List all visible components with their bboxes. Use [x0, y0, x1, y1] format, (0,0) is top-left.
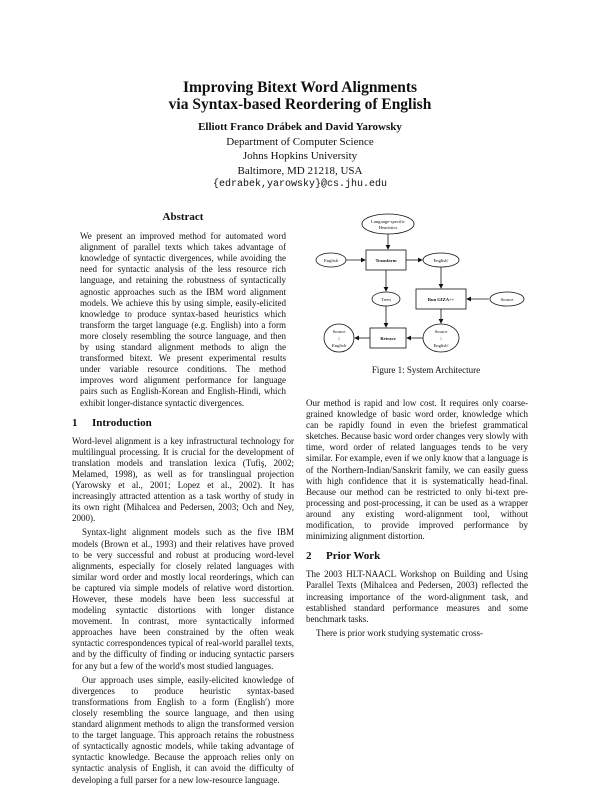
affiliation-address: Baltimore, MD 21218, USA	[237, 164, 363, 177]
abstract-heading: Abstract	[162, 211, 204, 223]
author-block	[0, 120, 600, 193]
title-line-2: via Syntax-based Reordering of English	[168, 96, 432, 113]
affiliation-university: Johns Hopkins University	[242, 150, 358, 162]
intro-paragraph-2: Syntax-light alignment models such as the five IBM models (Brown et al., 1993) and their relatives have proved to be very successful and robust at producing word-level alignments, especially for closely related languages with similar word order and mostly local reorderings, which can be captured via simple models of relative word distortion. However, these models have been less successful at modeling syntactic distortions with longer distance movement. In contrast, more syntactically informed approaches have been constrained by the often weak syntactic correspondences typical of real-world parallel texts, and by the difficulty of finding or inducing syntactic parsers for any but a few of the world's most studied languages.	[72, 527, 294, 671]
section-heading-introduction	[72, 418, 294, 429]
system-architecture-figure	[306, 210, 541, 375]
paper-title	[0, 79, 600, 113]
intro-paragraph-1: Word-level alignment is a key infrastructural technology for multilingual processing. It is crucial for the development of translation models and translation lexica (Tufiş, 2002; Melamed, 1998), as well as for translingual projection (Yarowsky et al., 2001; Lopez et al., 2002). It has increasingly attracted attention as a task worthy of study in its own right (Mihalcea and Pedersen, 2003; Och and Ney, 2000).	[72, 435, 294, 524]
node-source-english-prime-line3: English′	[433, 343, 449, 348]
abstract-text: We present an improved method for automated word alignment of parallel texts which takes advantage of knowledge of syntactic divergences, while avoiding the need for syntactic analysis of the less resource rich language, and retaining the robustness of syntactically agnostic approaches such as the IBM word alignment models. We achieve this by using simple, easily-elicited knowledge to produce syntax-based heuristics which transform the target language (e.g. English) into a form more closely resembling the source language, and then by using standard alignment methods to align the transformed bitext. We present experimental results under variable resource conditions. The method improves word alignment performance for language pairs such as English-Korean and English-Hindi, which exhibit longer-distance syntactic divergences.	[80, 231, 286, 408]
prior-paragraph-1: The 2003 HLT-NAACL Workshop on Building and Using Parallel Texts (Mihalcea and Pedersen, 2003) reflected the increasing importance of the word-alignment task, and established standard performance measures and some benchmark tasks.	[306, 569, 528, 624]
node-source: Source	[500, 297, 514, 302]
left-column	[72, 212, 294, 786]
node-heuristics-line1: Language-specific	[371, 219, 405, 224]
section-number: 1	[72, 416, 78, 429]
node-run-giza: Run GIZA++	[427, 297, 455, 302]
figure-caption: Figure 1: System Architecture	[371, 365, 481, 375]
section-heading-prior-work	[306, 551, 528, 562]
affiliation-department: Department of Computer Science	[226, 135, 374, 148]
author-email: {edrabek,yarowsky}@cs.jhu.edu	[212, 179, 388, 190]
node-source-english-line1: Source	[332, 329, 346, 334]
node-trees: Trees	[380, 297, 392, 302]
node-source-english-line3: English	[331, 343, 347, 348]
section-title: Prior Work	[326, 550, 381, 563]
node-retrace: Retrace	[380, 336, 396, 341]
node-heuristics-line2: Heuristics	[378, 225, 398, 230]
section-number: 2	[306, 550, 312, 563]
node-english: English	[323, 258, 339, 263]
author-names: Elliott Franco Drábek and David Yarowsky	[198, 121, 402, 133]
abstract-body	[72, 231, 294, 409]
intro-paragraph-3: Our approach uses simple, easily-elicited knowledge of divergences to produce heuristic syntax-based transformations from English to a form (English′) more closely resembling the source language, and then using standard alignment methods to align the transformed version to the target language. This approach retains the robustness of syntactically agnostic models, while taking advantage of syntactic knowledge. Because the approach relies only on syntactic analysis of English, it can avoid the difficulty of developing a full parser for a new low-resource language.	[72, 674, 294, 785]
title-line-1: Improving Bitext Word Alignments	[182, 79, 418, 96]
prior-paragraph-2: There is prior work studying systematic cross-	[316, 627, 483, 638]
intro-paragraph-4: Our method is rapid and low cost. It requires only coarse-grained knowledge of basic word order, knowledge which can be rapidly found in even the briefest grammatical sketches. Because basic word order changes very slowly with time, word order of related languages tends to be very similar. For example, even if we only know that a language is of the Northern-Indian/Sanskrit family, we can easily guess with high confidence that it is systematically head-final. Because our method can be restricted to only bi-text pre-processing and post-processing, it can be used as a wrapper around any existing word-alignment tool, without modification, to provide improved performance by minimizing alignment distortion.	[306, 398, 528, 542]
section-title: Introduction	[92, 416, 152, 429]
right-column	[306, 395, 528, 639]
node-english-prime: English′	[433, 258, 449, 263]
node-source-english-line2: ↕	[337, 336, 341, 341]
node-source-english-prime-line2: ↕	[439, 336, 443, 341]
node-transform: Transform	[375, 258, 397, 263]
node-source-english-prime-line1: Source	[434, 329, 448, 334]
